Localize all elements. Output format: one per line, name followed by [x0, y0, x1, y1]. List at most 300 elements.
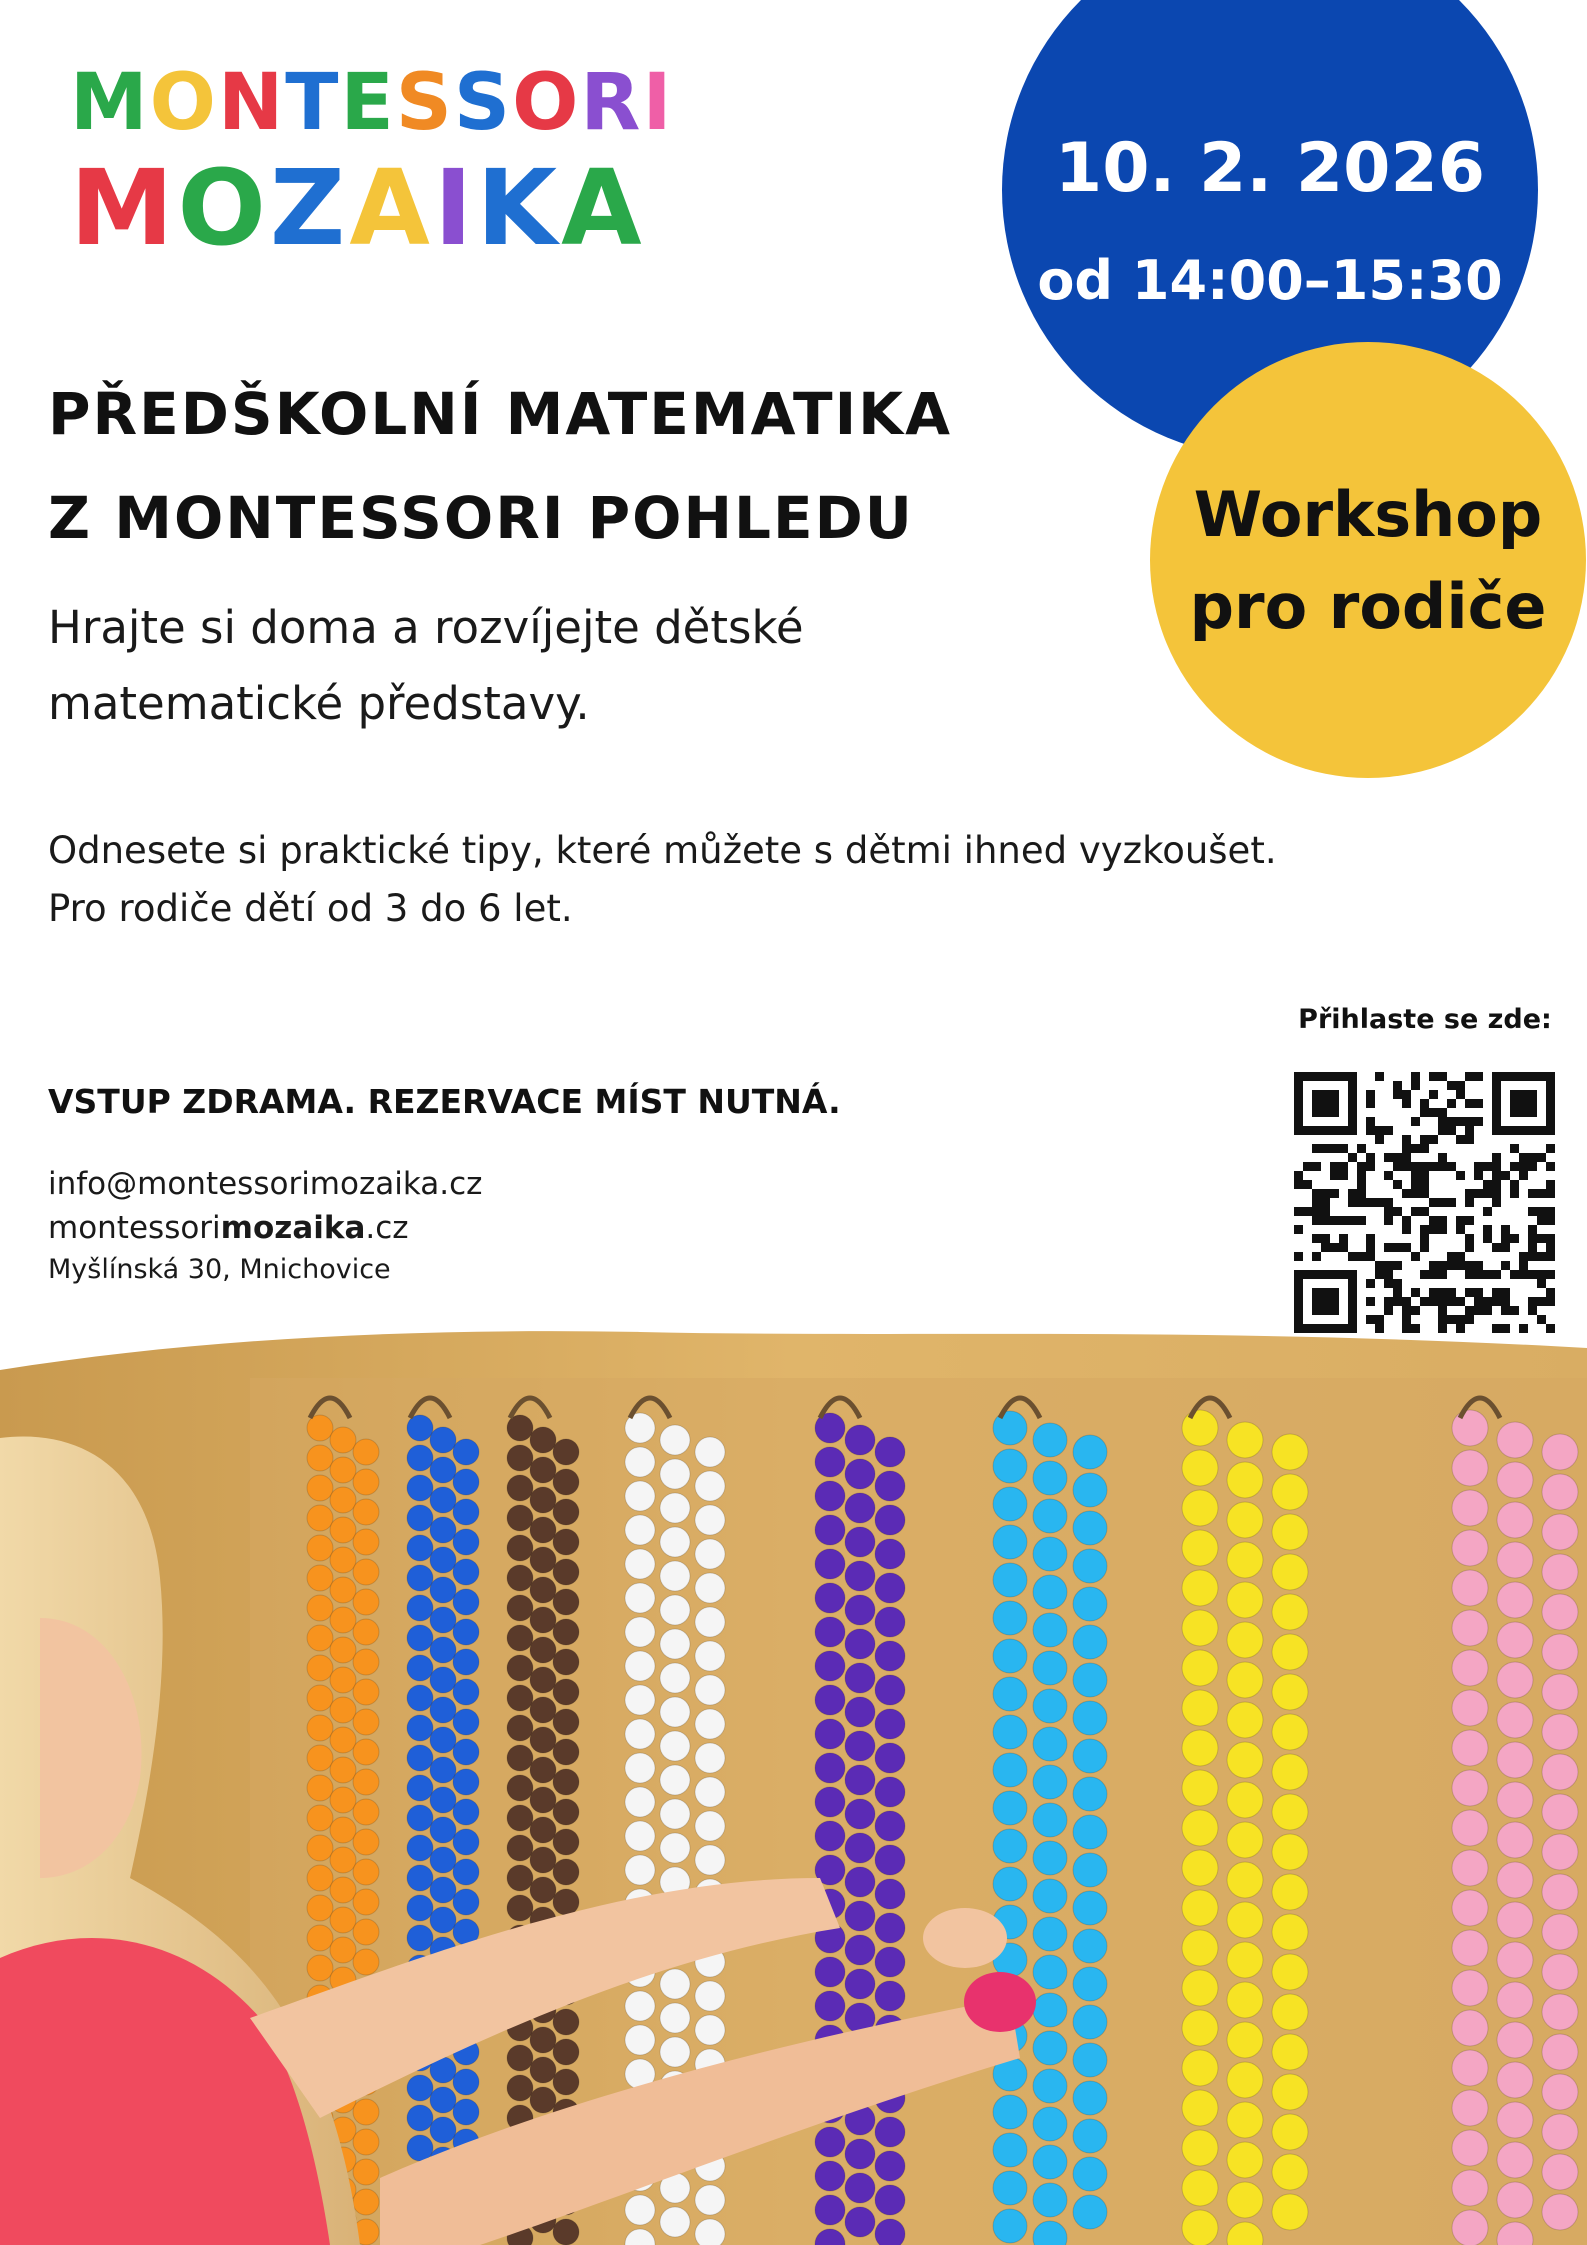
bead	[1033, 1841, 1067, 1875]
bead	[307, 1685, 333, 1711]
qr-module	[1438, 1198, 1447, 1207]
qr-module	[1429, 1261, 1438, 1270]
qr-module	[1294, 1126, 1303, 1135]
qr-module	[1330, 1243, 1339, 1252]
bead	[993, 1829, 1027, 1863]
bead	[1497, 1662, 1533, 1698]
qr-module	[1429, 1297, 1438, 1306]
qr-module	[1510, 1234, 1519, 1243]
bead	[1227, 2102, 1263, 2138]
bead	[695, 1777, 725, 1807]
bead	[815, 1481, 845, 1511]
bead	[660, 2037, 690, 2067]
qr-module	[1393, 1297, 1402, 1306]
qr-module	[1492, 1108, 1501, 1117]
bead	[845, 1629, 875, 1659]
bead	[1272, 1594, 1308, 1630]
bead	[330, 1577, 356, 1603]
qr-module	[1537, 1216, 1546, 1225]
qr-module	[1456, 1135, 1465, 1144]
qr-module	[1393, 1207, 1402, 1216]
qr-module	[1294, 1306, 1303, 1315]
bead	[1272, 1634, 1308, 1670]
bead	[875, 1981, 905, 2011]
bead	[453, 1589, 479, 1615]
qr-module	[1474, 1270, 1483, 1279]
qr-module	[1438, 1108, 1447, 1117]
logo-line-mozaika	[70, 148, 646, 268]
qr-module	[1528, 1243, 1537, 1252]
bead	[407, 1805, 433, 1831]
qr-module	[1348, 1117, 1357, 1126]
bead	[1227, 1982, 1263, 2018]
qr-module	[1537, 1072, 1546, 1081]
qr-module	[1384, 1126, 1393, 1135]
bead	[875, 1505, 905, 1535]
bead	[453, 1679, 479, 1705]
bead	[815, 2127, 845, 2157]
bead	[660, 1629, 690, 1659]
bead	[993, 1563, 1027, 1597]
bead	[660, 2207, 690, 2237]
qr-module	[1501, 1234, 1510, 1243]
bead	[1497, 2102, 1533, 2138]
bead	[330, 1727, 356, 1753]
qr-module	[1501, 1306, 1510, 1315]
bead	[353, 1829, 379, 1855]
logo-mozaika-letter: Z	[269, 147, 350, 269]
bead	[660, 1493, 690, 1523]
bead	[307, 1505, 333, 1531]
qr-module	[1321, 1090, 1330, 1099]
qr-module	[1303, 1072, 1312, 1081]
qr-module	[1465, 1270, 1474, 1279]
qr-module	[1528, 1270, 1537, 1279]
qr-module	[1519, 1099, 1528, 1108]
bead	[353, 1619, 379, 1645]
bead	[330, 1637, 356, 1663]
bead	[353, 1529, 379, 1555]
bead	[875, 1947, 905, 1977]
bead	[993, 2095, 1027, 2129]
admission-note: VSTUP ZDRAMA. REZERVACE MÍST NUTNÁ.	[48, 1082, 841, 1121]
bead	[1182, 2170, 1218, 2206]
qr-module	[1492, 1180, 1501, 1189]
qr-module	[1312, 1162, 1321, 1171]
bead	[1452, 2130, 1488, 2166]
bead-chains-photo	[0, 1318, 1587, 2245]
qr-module	[1366, 1297, 1375, 1306]
qr-module	[1420, 1225, 1429, 1234]
bead	[1073, 2043, 1107, 2077]
qr-module	[1438, 1153, 1447, 1162]
qr-module	[1420, 1171, 1429, 1180]
bead	[1452, 1410, 1488, 1446]
bead	[1033, 1423, 1067, 1457]
contact-email[interactable]: info@montessorimozaika.cz	[48, 1166, 483, 1202]
body-line1: Odnesete si praktické tipy, které můžete s dětmi ihned vyzkoušet.	[48, 829, 1277, 872]
workshop-circle	[1150, 342, 1586, 778]
qr-module	[1456, 1081, 1465, 1090]
bead	[695, 1505, 725, 1535]
qr-module	[1312, 1090, 1321, 1099]
bead	[407, 1475, 433, 1501]
bead	[1272, 1954, 1308, 1990]
bead	[1542, 2034, 1578, 2070]
qr-module	[1528, 1090, 1537, 1099]
qr-module	[1537, 1270, 1546, 1279]
qr-module	[1438, 1297, 1447, 1306]
logo-line-montessori	[70, 58, 674, 148]
bead	[1452, 2170, 1488, 2206]
bead	[1497, 1782, 1533, 1818]
bead	[815, 1583, 845, 1613]
bead	[1182, 2010, 1218, 2046]
bead	[553, 1529, 579, 1555]
bead	[430, 1457, 456, 1483]
bead	[1497, 2142, 1533, 2178]
photo-bead-chains	[0, 1318, 1587, 2245]
bead	[430, 1487, 456, 1513]
qr-module	[1519, 1126, 1528, 1135]
qr-module	[1519, 1261, 1528, 1270]
bead	[507, 1835, 533, 1861]
bead	[307, 1625, 333, 1651]
qr-module	[1420, 1135, 1429, 1144]
bead	[993, 1525, 1027, 1559]
qr-module	[1321, 1189, 1330, 1198]
bead	[307, 1565, 333, 1591]
qr-module	[1528, 1072, 1537, 1081]
qr-module	[1330, 1189, 1339, 1198]
qr-module	[1303, 1126, 1312, 1135]
qr-module	[1546, 1081, 1555, 1090]
qr-module	[1474, 1162, 1483, 1171]
qr-module	[1510, 1189, 1519, 1198]
bead	[307, 1535, 333, 1561]
qr-module	[1546, 1297, 1555, 1306]
bead	[353, 1889, 379, 1915]
qr-module	[1294, 1252, 1303, 1261]
qr-module	[1447, 1288, 1456, 1297]
bead	[1542, 1514, 1578, 1550]
qr-module	[1303, 1162, 1312, 1171]
bead	[993, 1601, 1027, 1635]
qr-module	[1357, 1189, 1366, 1198]
bead	[660, 1459, 690, 1489]
qr-module	[1348, 1081, 1357, 1090]
bead	[625, 1787, 655, 1817]
qr-module	[1339, 1072, 1348, 1081]
qr-module	[1357, 1198, 1366, 1207]
qr-module	[1348, 1126, 1357, 1135]
bead	[625, 1651, 655, 1681]
bead	[330, 1877, 356, 1903]
bead	[507, 1595, 533, 1621]
bead	[507, 1535, 533, 1561]
bead	[1033, 1727, 1067, 1761]
bead	[845, 1799, 875, 1829]
bead	[1182, 1650, 1218, 1686]
qr-module	[1510, 1270, 1519, 1279]
qr-module	[1429, 1198, 1438, 1207]
bead	[453, 1889, 479, 1915]
bead	[875, 2117, 905, 2147]
bead	[845, 2173, 875, 2203]
bead	[553, 2219, 579, 2245]
bead	[845, 1901, 875, 1931]
bead	[530, 2027, 556, 2053]
bead	[1227, 1702, 1263, 1738]
qr-module	[1420, 1297, 1429, 1306]
qr-module	[1348, 1306, 1357, 1315]
qr-module	[1492, 1090, 1501, 1099]
qr-module	[1402, 1225, 1411, 1234]
bead	[507, 1715, 533, 1741]
bead	[993, 2171, 1027, 2205]
bead	[625, 1855, 655, 1885]
bead	[1542, 2154, 1578, 2190]
bead	[660, 1799, 690, 1829]
qr-module	[1429, 1288, 1438, 1297]
event-date: 10. 2. 2026	[1054, 129, 1486, 208]
qr-module	[1483, 1180, 1492, 1189]
qr-module	[1447, 1099, 1456, 1108]
qr-module	[1366, 1117, 1375, 1126]
logo-montessori-letter: S	[395, 58, 454, 148]
bead	[1452, 1810, 1488, 1846]
bead	[1452, 1650, 1488, 1686]
bead	[625, 1447, 655, 1477]
qr-module	[1420, 1243, 1429, 1252]
bead	[1033, 2031, 1067, 2065]
bead	[1073, 1625, 1107, 1659]
qr-module	[1510, 1072, 1519, 1081]
qr-module	[1366, 1153, 1375, 1162]
bead	[875, 1709, 905, 1739]
bead	[407, 1745, 433, 1771]
bead	[353, 2129, 379, 2155]
bead	[530, 1637, 556, 1663]
bead	[553, 1469, 579, 1495]
bead	[430, 1787, 456, 1813]
qr-module	[1411, 1189, 1420, 1198]
bead	[695, 2015, 725, 2045]
bead	[1182, 2210, 1218, 2245]
bead	[1073, 1473, 1107, 1507]
bead	[530, 1877, 556, 1903]
qr-module	[1483, 1162, 1492, 1171]
qr-module	[1330, 1171, 1339, 1180]
qr-module	[1375, 1126, 1384, 1135]
bead	[1542, 1474, 1578, 1510]
bead	[695, 2185, 725, 2215]
bead	[845, 1459, 875, 1489]
qr-module	[1330, 1288, 1339, 1297]
qr-module	[1384, 1270, 1393, 1279]
bead	[430, 1577, 456, 1603]
qr-module	[1519, 1270, 1528, 1279]
bead	[1033, 1689, 1067, 1723]
qr-module	[1474, 1171, 1483, 1180]
qr-module	[1501, 1297, 1510, 1306]
logo-mozaika-letter: K	[476, 147, 562, 269]
bead	[330, 1787, 356, 1813]
qr-module	[1537, 1252, 1546, 1261]
qr-module	[1393, 1081, 1402, 1090]
bead	[1452, 1970, 1488, 2006]
qr-module	[1546, 1189, 1555, 1198]
qr-module	[1366, 1126, 1375, 1135]
qr-module	[1348, 1279, 1357, 1288]
bead	[1073, 2157, 1107, 2191]
qr-module	[1321, 1207, 1330, 1216]
bead	[330, 1667, 356, 1693]
bead	[453, 1829, 479, 1855]
qr-module	[1348, 1252, 1357, 1261]
qr-module	[1483, 1306, 1492, 1315]
qr-module	[1438, 1270, 1447, 1279]
bead	[330, 1517, 356, 1543]
qr-module	[1528, 1108, 1537, 1117]
bead	[1227, 2062, 1263, 2098]
qr-module	[1546, 1243, 1555, 1252]
bead	[1497, 1542, 1533, 1578]
qr-module	[1339, 1243, 1348, 1252]
bead	[530, 1757, 556, 1783]
qr-module	[1546, 1270, 1555, 1279]
bead	[625, 1481, 655, 1511]
bead	[353, 1859, 379, 1885]
bead	[407, 1535, 433, 1561]
bead	[307, 1925, 333, 1951]
bead	[660, 1663, 690, 1693]
qr-module	[1303, 1180, 1312, 1189]
contact-website[interactable]	[48, 1206, 409, 1250]
bead	[307, 1415, 333, 1441]
qr-module	[1474, 1261, 1483, 1270]
bead	[1073, 1701, 1107, 1735]
bead	[815, 1515, 845, 1545]
bead	[1272, 2034, 1308, 2070]
bead	[1452, 1730, 1488, 1766]
qr-module	[1474, 1297, 1483, 1306]
bead	[993, 1449, 1027, 1483]
qr-module	[1501, 1171, 1510, 1180]
qr-module	[1519, 1072, 1528, 1081]
bead	[660, 1765, 690, 1795]
qr-module	[1375, 1261, 1384, 1270]
qr-module	[1384, 1297, 1393, 1306]
bead	[1227, 1902, 1263, 1938]
bead	[353, 1709, 379, 1735]
bead	[993, 1791, 1027, 1825]
qr-module	[1393, 1153, 1402, 1162]
qr-module	[1312, 1216, 1321, 1225]
qr-module	[1438, 1306, 1447, 1315]
bead	[815, 1719, 845, 1749]
bead	[530, 1577, 556, 1603]
qr-module	[1348, 1270, 1357, 1279]
qr-module	[1483, 1189, 1492, 1198]
qr-module	[1483, 1207, 1492, 1216]
qr-module	[1294, 1099, 1303, 1108]
bead	[660, 1833, 690, 1863]
qr-module	[1348, 1216, 1357, 1225]
qr-module	[1411, 1081, 1420, 1090]
qr-module	[1384, 1279, 1393, 1288]
bead	[695, 1675, 725, 1705]
bead	[695, 1641, 725, 1671]
qr-module	[1447, 1117, 1456, 1126]
bead	[875, 1811, 905, 1841]
bead	[430, 1727, 456, 1753]
qr-module	[1393, 1279, 1402, 1288]
qr-module	[1528, 1099, 1537, 1108]
bead	[530, 1697, 556, 1723]
subtitle-line2: matematické představy.	[48, 677, 590, 730]
bead	[307, 1445, 333, 1471]
qr-module	[1321, 1243, 1330, 1252]
bead	[1073, 1815, 1107, 1849]
qr-module	[1402, 1306, 1411, 1315]
qr-module	[1402, 1144, 1411, 1153]
qr-module	[1492, 1198, 1501, 1207]
bead	[875, 1607, 905, 1637]
bead	[453, 1649, 479, 1675]
qr-module	[1312, 1306, 1321, 1315]
qr-module	[1366, 1198, 1375, 1207]
bead	[453, 1739, 479, 1765]
qr-module	[1339, 1270, 1348, 1279]
qr-module	[1456, 1252, 1465, 1261]
bead	[307, 1595, 333, 1621]
qr-module	[1465, 1198, 1474, 1207]
bead	[353, 2099, 379, 2125]
qr-module	[1411, 1117, 1420, 1126]
qr-module	[1384, 1207, 1393, 1216]
bead	[1452, 2090, 1488, 2126]
bead	[625, 1991, 655, 2021]
qr-module	[1321, 1216, 1330, 1225]
qr-module	[1492, 1189, 1501, 1198]
qr-module	[1402, 1135, 1411, 1144]
qr-module	[1366, 1099, 1375, 1108]
qr-module	[1528, 1234, 1537, 1243]
qr-code[interactable]	[1278, 1064, 1572, 1348]
logo-mozaika-letter: A	[561, 147, 646, 269]
bead	[1497, 2062, 1533, 2098]
qr-module	[1501, 1261, 1510, 1270]
qr-module	[1348, 1108, 1357, 1117]
bead	[353, 1649, 379, 1675]
bead	[453, 1859, 479, 1885]
bead	[1497, 1982, 1533, 2018]
qr-module	[1492, 1153, 1501, 1162]
qr-module	[1411, 1306, 1420, 1315]
bead	[430, 1877, 456, 1903]
qr-module	[1402, 1090, 1411, 1099]
qr-module	[1402, 1243, 1411, 1252]
qr-module	[1546, 1162, 1555, 1171]
bead	[1542, 1794, 1578, 1830]
qr-module	[1402, 1216, 1411, 1225]
bead	[330, 1697, 356, 1723]
bead	[507, 2075, 533, 2101]
qr-module	[1321, 1234, 1330, 1243]
qr-module	[1546, 1072, 1555, 1081]
bead	[845, 2139, 875, 2169]
